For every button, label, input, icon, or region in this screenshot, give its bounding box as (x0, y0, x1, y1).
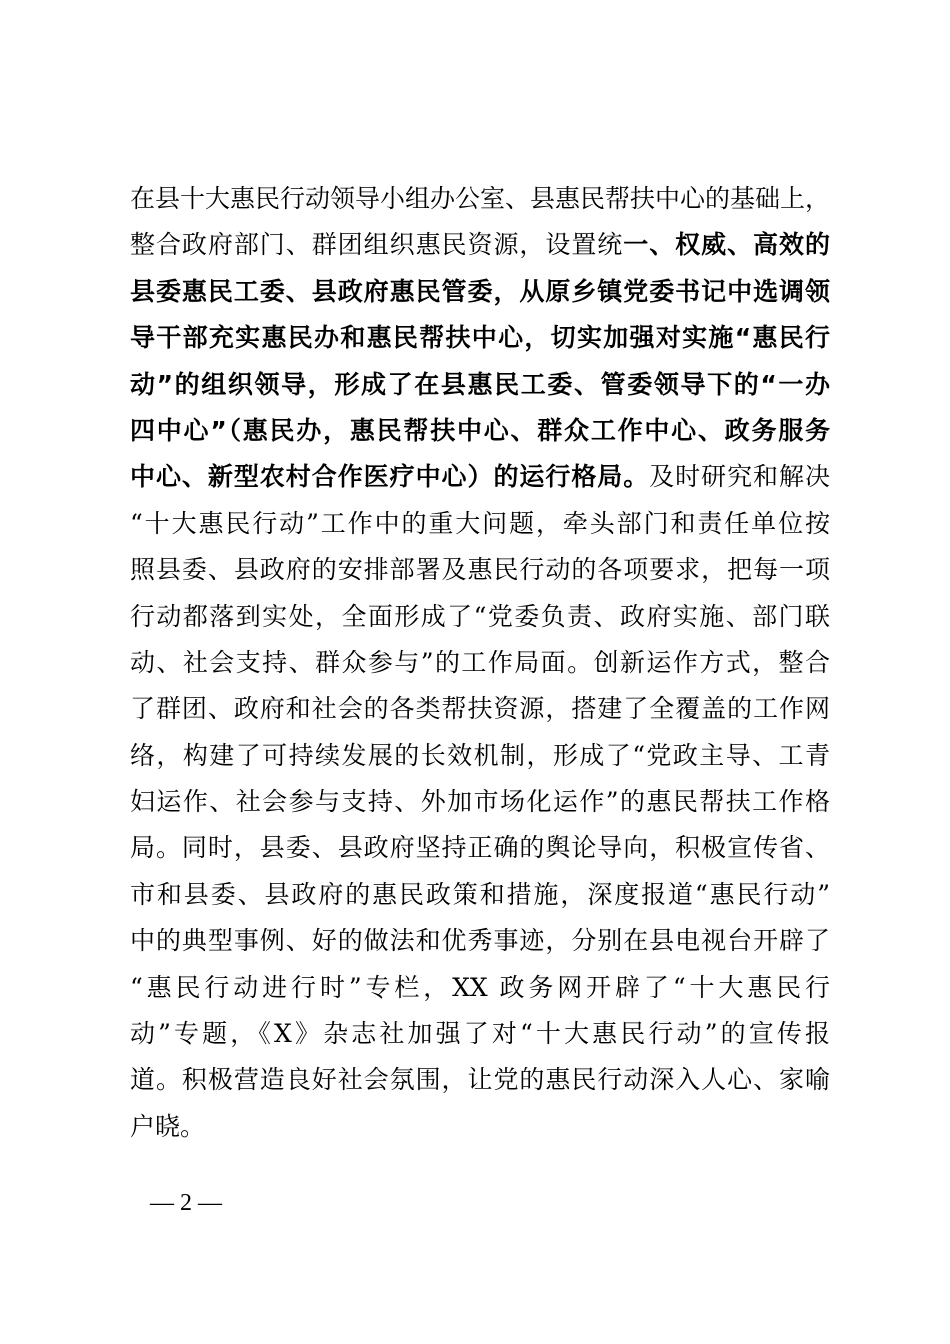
text-line (130, 825, 830, 871)
text-line (130, 686, 830, 732)
text-line (130, 965, 830, 1011)
text-run: 在县十大惠民行动领导小组办公室、县惠民帮扶中心的基础上， (130, 184, 831, 213)
text-line (130, 408, 830, 454)
text-run: 行动都落到实处，全面形成了“党委负责、政府实施、部门联 (130, 601, 830, 631)
bold-text-run: 动”的组织领导，形成了在县惠民工委、管委领导下的“一办 (130, 369, 830, 399)
text-line (130, 1011, 830, 1057)
text-run: 道。积极营造良好社会氛围，让党的惠民行动深入人心、家喻 (130, 1065, 830, 1095)
text-run: 及时研究和解决 (649, 462, 830, 492)
text-line (130, 547, 830, 593)
text-line (130, 501, 830, 547)
text-run: 户晓。 (130, 1111, 206, 1141)
text-line (130, 733, 830, 779)
text-line (130, 918, 830, 964)
text-run: 妇运作、社会参与支持、外加市场化运作”的惠民帮扶工作格 (130, 787, 830, 817)
text-run: 中的典型事例、好的做法和优秀事迹，分别在县电视台开辟了 (130, 926, 830, 956)
text-run: 照县委、县政府的安排部署及惠民行动的各项要求，把每一项 (130, 555, 830, 585)
page-number: — 2 — (150, 1190, 222, 1216)
text-line (130, 1057, 830, 1103)
text-line (130, 594, 830, 640)
bold-text-run: 一、权威、高效的 (623, 230, 830, 260)
text-run: 动、社会支持、群众参与”的工作局面。创新运作方式，整合 (130, 647, 830, 677)
bold-text-run: 县委惠民工委、县政府惠民管委，从原乡镇党委书记中选调领 (130, 276, 830, 306)
text-line (130, 315, 830, 361)
text-run: 市和县委、县政府的惠民政策和措施，深度报道“惠民行动” (130, 879, 830, 909)
text-run: 整合政府部门、群团组织惠民资源，设置统 (130, 230, 624, 260)
text-run: 局。同时，县委、县政府坚持正确的舆论导向，积极宣传省、 (130, 833, 830, 863)
text-line (130, 872, 830, 918)
text-run: 络，构建了可持续发展的长效机制，形成了“党政主导、工青 (130, 740, 830, 770)
bold-text-run: 中心、新型农村合作医疗中心）的运行格局。 (130, 462, 650, 492)
bold-text-run: 四中心”（惠民办，惠民帮扶中心、群众工作中心、政务服务 (130, 415, 830, 445)
text-line (130, 779, 830, 825)
text-run: 动”专题，《X》杂志社加强了对“十大惠民行动”的宣传报 (130, 1019, 830, 1049)
text-line (130, 1104, 830, 1150)
text-run: 了群团、政府和社会的各类帮扶资源，搭建了全覆盖的工作网 (130, 694, 830, 724)
text-run: “十大惠民行动”工作中的重大问题，牵头部门和责任单位按 (130, 508, 830, 538)
text-line (130, 362, 830, 408)
text-line (130, 222, 830, 268)
body-paragraph (130, 176, 830, 1150)
bold-text-run: 导干部充实惠民办和惠民帮扶中心，切实加强对实施“惠民行 (130, 323, 830, 353)
text-run: “惠民行动进行时”专栏，XX 政务网开辟了“十大惠民行 (130, 972, 830, 1002)
text-line (130, 454, 830, 500)
text-line (130, 269, 830, 315)
text-line (130, 176, 830, 222)
text-line (130, 640, 830, 686)
